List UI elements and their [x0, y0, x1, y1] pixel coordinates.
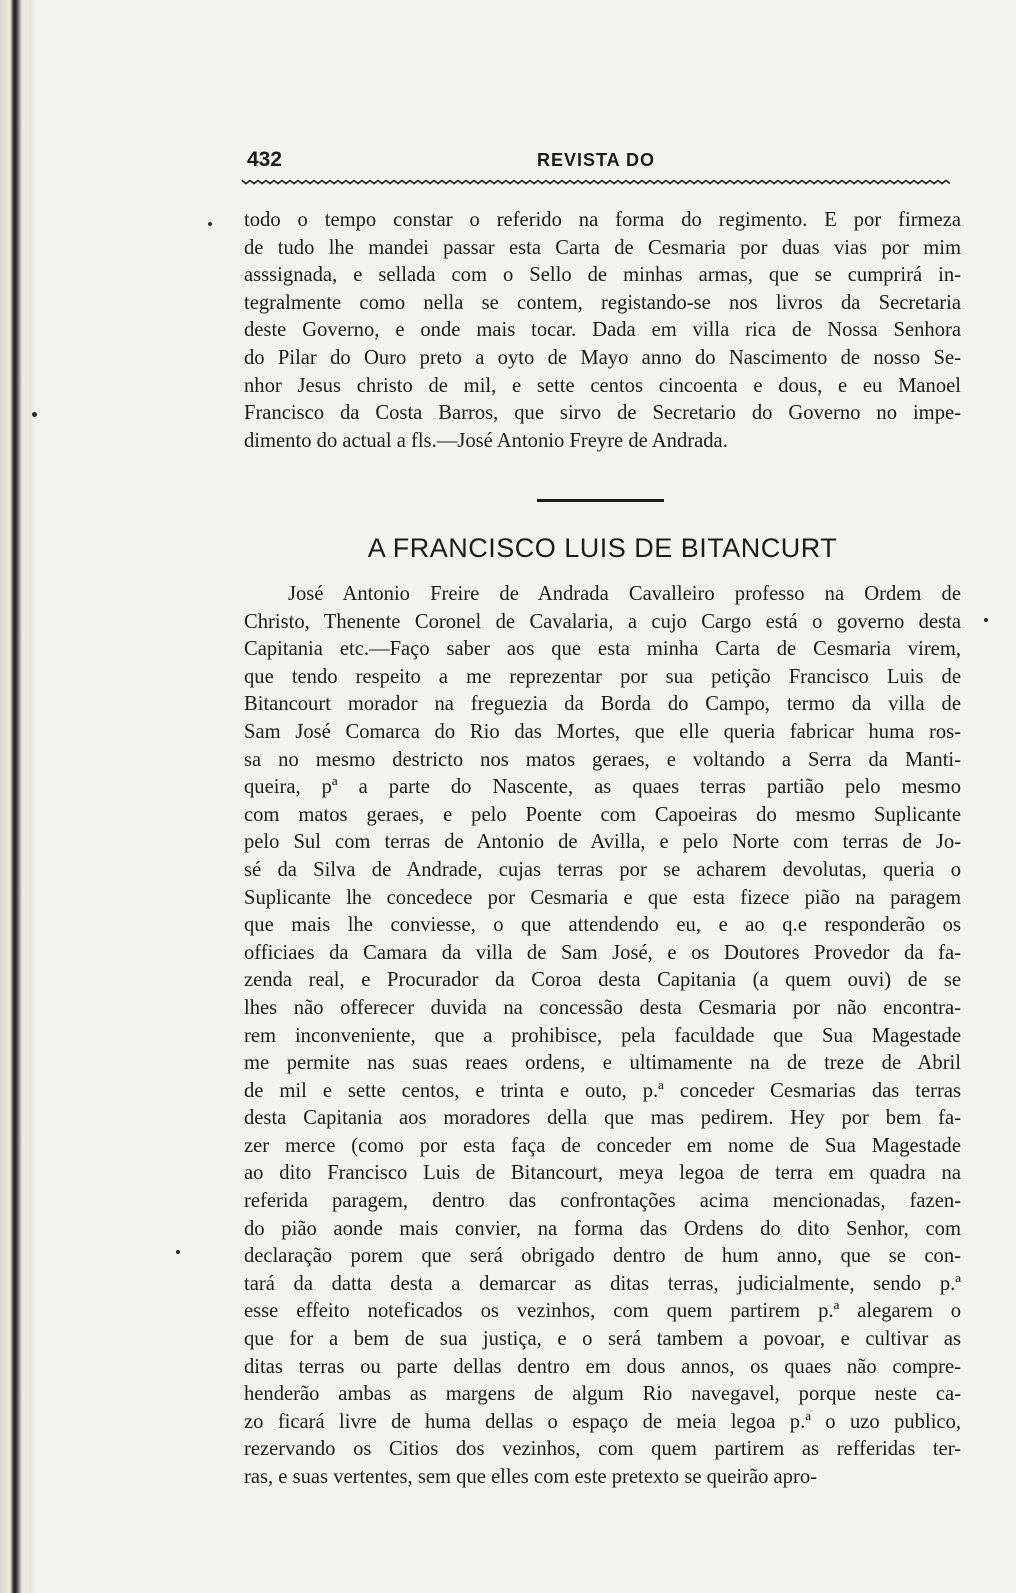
text-line: Bitancourt morador na freguezia da Borda do Campo, termo da villa de — [244, 693, 961, 716]
text-line: que mais lhe conviesse, o que attendendo eu, e ao q.e responderão os — [244, 914, 961, 937]
text-line: deste Governo, e onde mais tocar. Dada em villa rica de Nossa Senhora — [244, 319, 961, 342]
text-line: nhor Jesus christo de mil, e sette centos cincoenta e dous, e eu Manoel — [244, 374, 961, 397]
text-line: Suplicante lhe concedece por Cesmaria e que esta fizece pião na paragem — [244, 886, 961, 909]
text-line: com matos geraes, e pelo Poente com Capoeiras do mesmo Suplicante — [244, 803, 961, 826]
text-line: sé da Silva de Andrade, cujas terras por se acharem devolutas, queria o — [244, 858, 961, 881]
text-line: do pião aonde mais convier, na forma das Ordens do dito Senhor, com — [244, 1217, 961, 1240]
text-line: henderão ambas as margens de algum Rio navegavel, porque neste ca- — [244, 1383, 961, 1406]
text-line: tegralmente como nella se contem, registando-se nos livros da Secretaria — [244, 291, 961, 314]
text-line: zo ficará livre de huma dellas o espaço de meia legoa p.ª o uzo publico, — [244, 1410, 961, 1433]
header-wavy-rule — [242, 179, 950, 185]
ink-speck — [208, 222, 212, 226]
text-line: referida paragem, dentro das confrontações acima mencionadas, fazen- — [244, 1190, 961, 1213]
text-line: sa no mesmo destricto nos matos geraes, e voltando a Serra da Manti- — [244, 748, 961, 771]
text-line: que for a bem de sua justiça, e o será tambem a povoar, e cultivar as — [244, 1328, 961, 1351]
ink-speck — [32, 412, 37, 417]
text-line: que tendo respeito a me reprezentar por sua petição Francisco Luis de — [244, 665, 961, 688]
text-line: ras, e suas vertentes, sem que elles com este pretexto se queirão apro- — [244, 1466, 817, 1488]
text-line: esse effeito noteficados os vezinhos, com quem partirem p.ª alegarem o — [244, 1300, 961, 1323]
text-line: queira, pª a parte do Nascente, as quaes terras partião pelo mesmo — [244, 776, 961, 799]
text-line: Sam José Comarca do Rio das Mortes, que elle queria fabricar huma ros- — [244, 720, 961, 743]
book-binding-edge — [0, 0, 36, 1593]
text-line: desta Capitania aos moradores della que mas pedirem. Hey por bem fa- — [244, 1107, 961, 1130]
text-line: de mil e sette centos, e trinta e outo, p.ª conceder Cesmarias das terras — [244, 1079, 961, 1102]
text-line: lhes não offerecer duvida na concessão desta Cesmaria por não encontra- — [244, 996, 961, 1019]
ink-speck — [176, 1250, 180, 1254]
text-line: de tudo lhe mandei passar esta Carta de Cesmaria por duas vias por mim — [244, 236, 961, 259]
text-line: zenda real, e Procurador da Coroa desta Capitania (a quem ouvi) de se — [244, 969, 961, 992]
text-line: me permite nas suas reaes ordens, e ultimamente na de treze de Abril — [244, 1052, 961, 1075]
text-line: tará da datta desta a demarcar as ditas terras, judicialmente, sendo p.ª — [244, 1272, 961, 1295]
section-title: A FRANCISCO LUIS DE BITANCURT — [367, 533, 838, 563]
text-line: asssignada, e sellada com o Sello de minhas armas, que se cumprirá in- — [244, 264, 961, 287]
text-line: Christo, Thenente Coronel de Cavalaria, a cujo Cargo está o governo desta — [244, 610, 961, 633]
text-line: José Antonio Freire de Andrada Cavalleiro professo na Ordem de — [288, 583, 961, 605]
section-divider — [537, 499, 664, 502]
text-line: ao dito Francisco Luis de Bitancourt, meya legoa de terra em quadra na — [244, 1162, 961, 1185]
text-line: dimento do actual a fls.—José Antonio Freyre de Andrada. — [244, 429, 728, 452]
text-line: Capitania etc.—Faço saber aos que esta minha Carta de Cesmaria virem, — [244, 638, 961, 661]
ink-speck — [984, 618, 988, 622]
text-line: Francisco da Costa Barros, que sirvo de Secretario do Governo no impe- — [244, 402, 961, 425]
text-line: pelo Sul com terras de Antonio de Avilla, e pelo Norte com terras de Jo- — [244, 831, 961, 854]
text-line: zer merce (como por esta faça de conceder em nome de Sua Magestade — [244, 1134, 961, 1157]
text-line: declaração porem que será obrigado dentro de hum anno, que se con- — [244, 1245, 961, 1268]
text-line: do Pilar do Ouro preto a oyto de Mayo anno do Nascimento de nosso Se- — [244, 346, 961, 369]
text-line: officiaes da Camara da villa de Sam José, e os Doutores Provedor da fa- — [244, 941, 961, 964]
running-head: REVISTA DO — [537, 150, 656, 170]
text-line: todo o tempo constar o referido na forma do regimento. E por firmeza — [244, 209, 961, 231]
text-line: rezervando os Citios dos vezinhos, com quem partirem as refferidas ter- — [244, 1438, 961, 1461]
text-line: rem inconveniente, que a prohibisce, pela faculdade que Sua Magestade — [244, 1024, 961, 1047]
page-number: 432 — [247, 148, 283, 171]
text-line: ditas terras ou parte dellas dentro em dous annos, os quaes não compre- — [244, 1355, 961, 1378]
page-header — [247, 148, 949, 176]
paragraph-letter — [244, 581, 961, 1492]
paragraph-continued — [244, 207, 961, 455]
